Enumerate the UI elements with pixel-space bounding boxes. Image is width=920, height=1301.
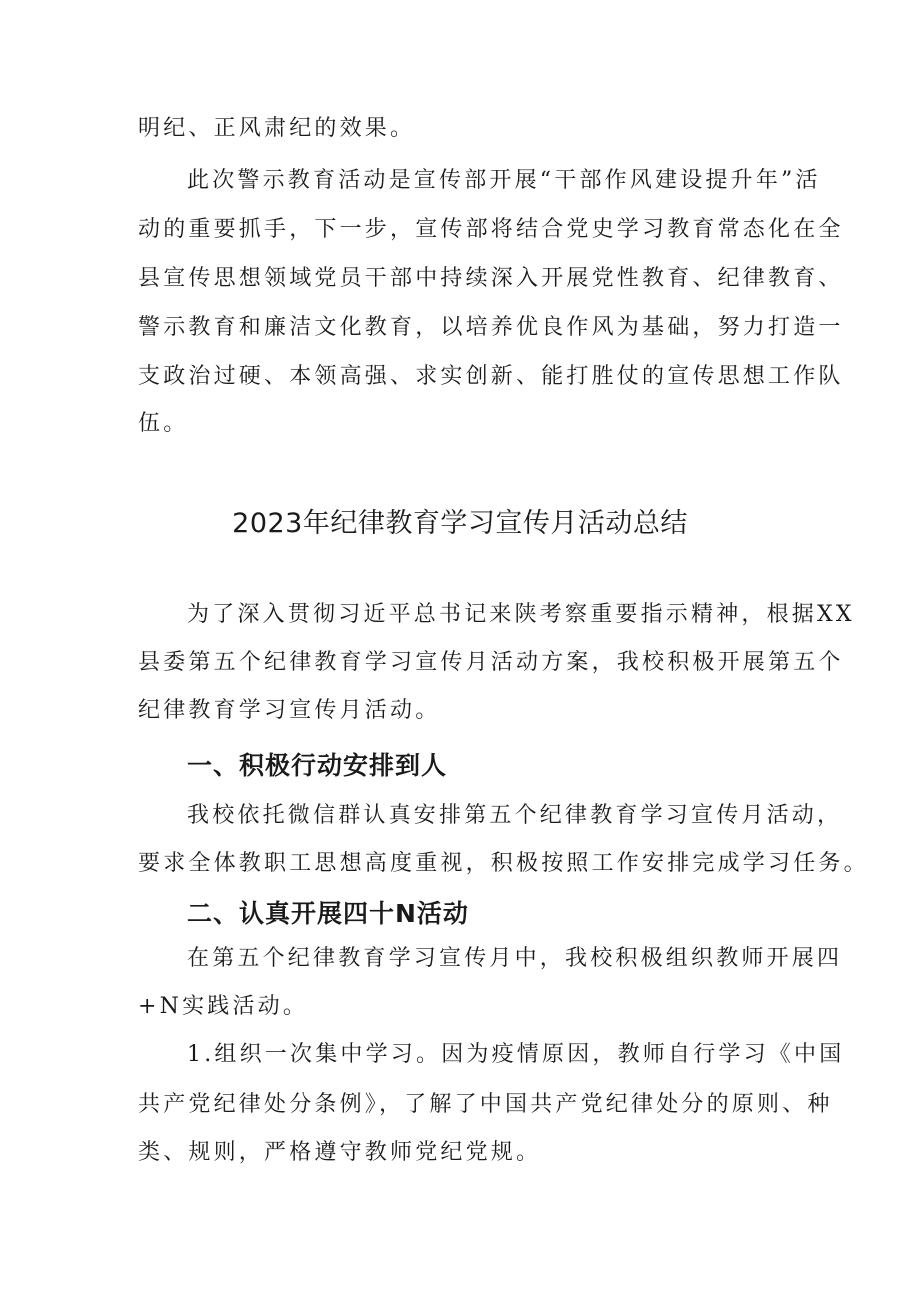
item-1-line-2: 共产党纪律处分条例》，了解了中国共产党纪律处分的原则、种 — [138, 1092, 833, 1117]
item-1-line-1: 1.组织一次集中学习。因为疫情原因，教师自行学习《中国 — [187, 1042, 845, 1067]
section-1-heading: 一、积极行动安排到人 — [187, 751, 448, 780]
section-2-line-1: 在第五个纪律教育学习宣传月中，我校积极组织教师开展四 — [187, 946, 843, 971]
warning-paragraph-line-4: 警示教育和廉洁文化教育，以培养优良作风为基础，努力打造一 — [138, 315, 844, 340]
warning-paragraph-line-2: 动的重要抓手，下一步，宣传部将结合党史学习教育常态化在全 — [138, 217, 844, 242]
intro-line-1: 明纪、正风肃纪的效果。 — [138, 116, 416, 141]
section-2-heading: 二、认真开展四十N活动 — [187, 899, 469, 928]
section-1-line-2: 要求全体教职工思想高度重视，积极按照工作安排完成学习任务。 — [138, 851, 869, 876]
item-1-line-3: 类、规则，严格遵守教师党纪党规。 — [138, 1140, 542, 1165]
warning-paragraph-line-1: 此次警示教育活动是宣传部开展“干部作风建设提升年”活 — [187, 168, 821, 193]
opening-line-2: 县委第五个纪律教育学习宣传月活动方案，我校积极开展第五个 — [138, 650, 844, 675]
warning-paragraph-line-3: 县宣传思想领域党员干部中持续深入开展党性教育、纪律教育、 — [138, 266, 844, 291]
warning-paragraph-line-6: 伍。 — [138, 411, 189, 436]
section-1-line-1: 我校依托微信群认真安排第五个纪律教育学习宣传月活动， — [187, 803, 843, 828]
warning-paragraph-line-5: 支政治过硬、本领高强、求实创新、能打胜仗的宣传思想工作队 — [138, 364, 844, 389]
opening-line-3: 纪律教育学习宣传月活动。 — [138, 698, 441, 723]
document-title: 2023年纪律教育学习宣传月活动总结 — [232, 508, 688, 539]
section-2-line-2: +N实践活动。 — [138, 994, 309, 1019]
opening-line-1: 为了深入贯彻习近平总书记来陕考察重要指示精神，根据XX — [187, 602, 855, 627]
